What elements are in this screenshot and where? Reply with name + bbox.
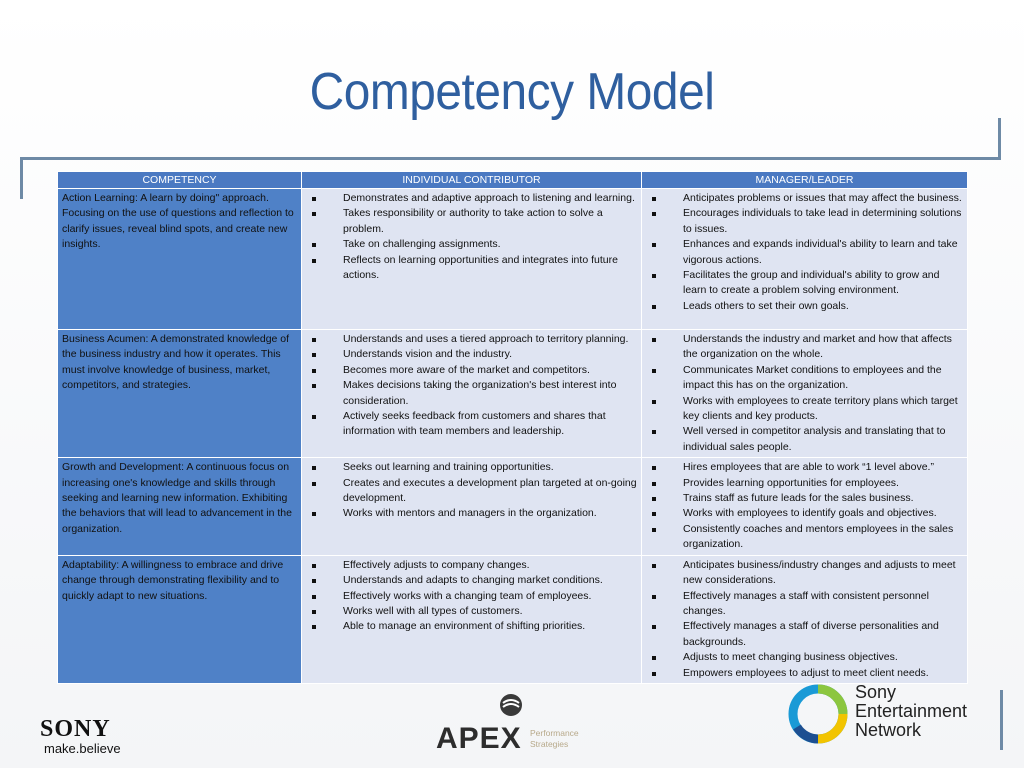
- competency-cell: Adaptability: A willingness to embrace and drive change through demonstrating flexibility and to quickly adapt to new situations.: [58, 555, 302, 683]
- apex-subtitle-line1: Performance: [530, 728, 579, 738]
- competency-cell: Growth and Development: A continuous focus on increasing one's knowledge and skills through seeking and learning new information. Exhibiting the behaviors that will lead to advancement in the organization.: [58, 458, 302, 555]
- sen-line-1: Sony: [855, 682, 897, 702]
- list-item: Able to manage an environment of shifting priorities.: [306, 619, 637, 634]
- list-item: Effectively works with a changing team of employees.: [306, 589, 637, 604]
- apex-logo: [436, 692, 596, 758]
- header-individual-contributor: INDIVIDUAL CONTRIBUTOR: [302, 172, 642, 189]
- sen-circle-icon: [787, 683, 849, 745]
- apex-emblem-icon: [498, 692, 524, 718]
- list-item: Understands vision and the industry.: [306, 347, 637, 362]
- list-item: Effectively manages a staff with consistent personnel changes.: [646, 589, 963, 620]
- list-item: Actively seeks feedback from customers and shares that information with team members and leadership.: [306, 409, 637, 440]
- list-item: Understands and uses a tiered approach to territory planning.: [306, 332, 637, 347]
- table-row: [58, 555, 968, 683]
- competency-cell: Action Learning: A learn by doing" approach. Focusing on the use of questions and reflection to clarify issues, reveal blind spots, and create new insights.: [58, 189, 302, 330]
- list-item: Works well with all types of customers.: [306, 604, 637, 619]
- competency-cell: Business Acumen: A demonstrated knowledge of the business industry and how it operates. This must involve knowledge of business, market, competitors, and strategies.: [58, 330, 302, 458]
- list-item: Hires employees that are able to work “1 level above.”: [646, 460, 963, 475]
- list-item: Works with employees to identify goals and objectives.: [646, 506, 963, 521]
- manager-cell: [642, 555, 968, 683]
- list-item: Provides learning opportunities for employees.: [646, 476, 963, 491]
- list-item: Consistently coaches and mentors employees in the sales organization.: [646, 522, 963, 553]
- list-item: Anticipates problems or issues that may affect the business.: [646, 191, 963, 206]
- list-item: Becomes more aware of the market and competitors.: [306, 363, 637, 378]
- table-row: [58, 458, 968, 555]
- individual-cell: [302, 330, 642, 458]
- apex-subtitle: [530, 728, 579, 750]
- frame-rule-left: [20, 157, 23, 199]
- competency-table: [57, 171, 968, 684]
- frame-rule-right: [998, 118, 1001, 160]
- slide-title: Competency Model: [309, 63, 715, 121]
- sen-wordmark: [855, 683, 995, 740]
- list-item: Understands the industry and market and how that affects the organization on the whole.: [646, 332, 963, 363]
- list-item: Demonstrates and adaptive approach to listening and learning.: [306, 191, 637, 206]
- list-item: Makes decisions taking the organization's best interest into consideration.: [306, 378, 637, 409]
- list-item: Leads others to set their own goals.: [646, 299, 963, 314]
- list-item: Trains staff as future leads for the sales business.: [646, 491, 963, 506]
- list-item: Anticipates business/industry changes and adjusts to meet new considerations.: [646, 558, 963, 589]
- manager-cell: [642, 458, 968, 555]
- list-item: Works with employees to create territory plans which target key clients and key products.: [646, 394, 963, 425]
- list-item: Facilitates the group and individual's ability to grow and learn to create a problem solving environment.: [646, 268, 963, 299]
- list-item: Take on challenging assignments.: [306, 237, 637, 252]
- list-item: Encourages individuals to take lead in determining solutions to issues.: [646, 206, 963, 237]
- frame-rule-bottom-right: [1000, 690, 1003, 750]
- list-item: Reflects on learning opportunities and integrates into future actions.: [306, 253, 637, 284]
- table-row: [58, 330, 968, 458]
- list-item: Effectively adjusts to company changes.: [306, 558, 637, 573]
- list-item: Communicates Market conditions to employees and the impact this has on the organization.: [646, 363, 963, 394]
- list-item: Empowers employees to adjust to meet client needs.: [646, 666, 963, 681]
- table-header-row: [58, 172, 968, 189]
- individual-cell: [302, 189, 642, 330]
- manager-cell: [642, 330, 968, 458]
- individual-cell: [302, 555, 642, 683]
- frame-rule-top: [20, 157, 1000, 160]
- header-competency: COMPETENCY: [58, 172, 302, 189]
- apex-subtitle-line2: Strategies: [530, 739, 569, 749]
- list-item: Seeks out learning and training opportunities.: [306, 460, 637, 475]
- sen-line-3: Network: [855, 720, 922, 740]
- list-item: Effectively manages a staff of diverse personalities and backgrounds.: [646, 619, 963, 650]
- list-item: Well versed in competitor analysis and translating that to individual sales people.: [646, 424, 963, 455]
- manager-cell: [642, 189, 968, 330]
- list-item: Creates and executes a development plan targeted at on-going development.: [306, 476, 637, 507]
- apex-wordmark: APEX: [436, 722, 522, 755]
- sony-logo: [40, 716, 121, 756]
- sony-tagline: make.believe: [44, 741, 121, 756]
- list-item: Enhances and expands individual's ability to learn and take vigorous actions.: [646, 237, 963, 268]
- individual-cell: [302, 458, 642, 555]
- list-item: Works with mentors and managers in the organization.: [306, 506, 637, 521]
- list-item: Takes responsibility or authority to take action to solve a problem.: [306, 206, 637, 237]
- list-item: Adjusts to meet changing business objectives.: [646, 650, 963, 665]
- list-item: Understands and adapts to changing market conditions.: [306, 573, 637, 588]
- header-manager-leader: MANAGER/LEADER: [642, 172, 968, 189]
- table-row: [58, 189, 968, 330]
- sen-line-2: Entertainment: [855, 701, 968, 721]
- sony-wordmark: SONY: [40, 716, 111, 742]
